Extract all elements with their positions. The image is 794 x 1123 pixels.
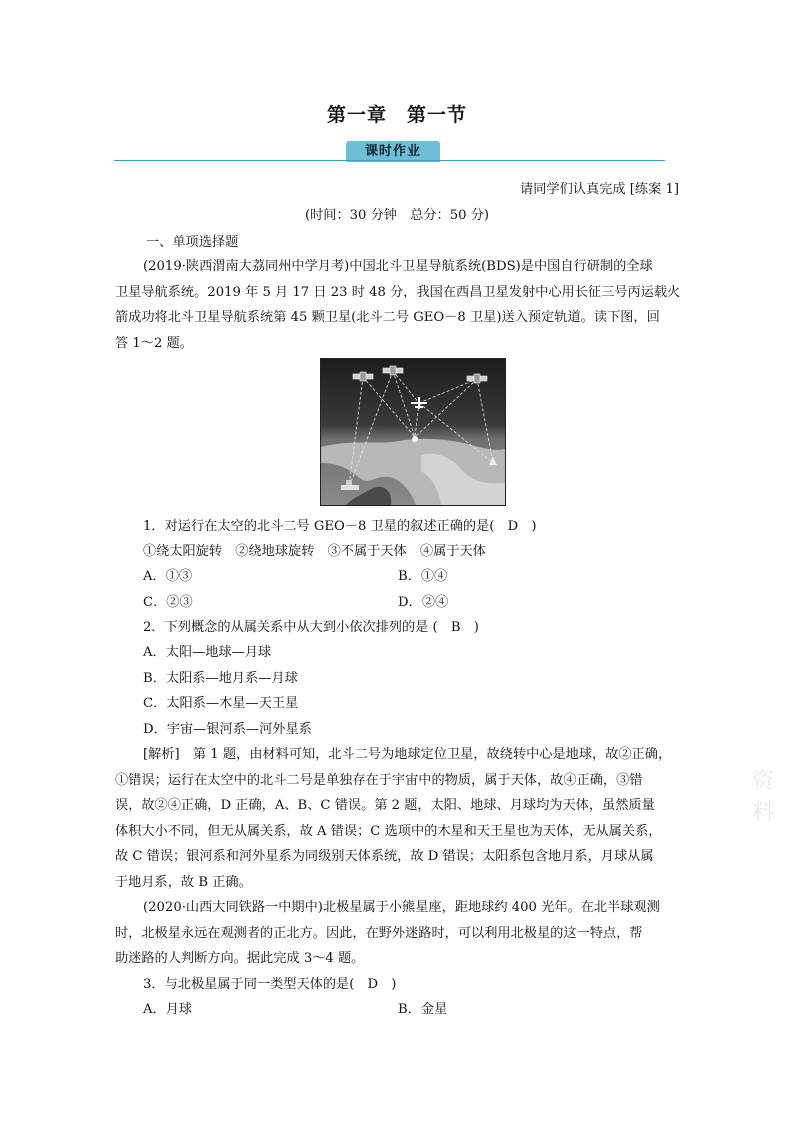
question-1-option-a: A．①③ [143,569,193,584]
question-2-option-b: B．太阳系—地月系—月球 [143,671,298,686]
question-2-option-a: A．太阳—地球—月球 [143,645,272,660]
practice-instruction: 请同学们认真完成 [练案 1] [520,182,679,197]
analysis-line: [解析] 第 1 题，由材料可知，北斗二号为地球定位卫星，故绕转中心是地球，故②正确， [143,747,672,762]
chapter-title: 第一章 第一节 [326,104,467,126]
intro-line: 答 1～2 题。 [115,336,193,351]
intro-line: 时，北极星永远在观测者的正北方。因此，在野外迷路时，可以利用北极星的这一特点，帮 [115,926,643,941]
question-3-option-b: B．金星 [398,1002,448,1017]
question-2-option-c: C．太阳系—木星—天王星 [143,696,299,711]
intro-line: 卫星导航系统。2019 年 5 月 17 日 23 时 48 分，我国在西昌卫星发射中心用长征三号丙运载火 [115,285,681,300]
question-1-statements: ①绕太阳旋转 ②绕地球旋转 ③不属于天体 ④属于天体 [143,544,486,559]
analysis-line: 故 C 错误；银河系和河外星系为同级别天体系统，故 D 错误；太阳系包含地月系，月球从属 [115,849,654,864]
intro-line: (2019·陕西渭南大荔同州中学月考)中国北斗卫星导航系统(BDS)是中国自行研制的全球 [143,259,653,274]
question-2-stem: 2．下列概念的从属关系中从大到小依次排列的是 ( B ) [143,620,479,635]
analysis-line: 体积大小不同，但无从属关系，故 A 错误；C 选项中的木星和天王星也为天体，无从属关系， [115,824,662,839]
question-3-stem: 3．与北极星属于同一类型天体的是( D ) [143,977,397,992]
section-heading: 一、单项选择题 [146,235,239,250]
question-2-option-d: D．宇宙—银河系—河外星系 [143,722,312,737]
question-1-option-c: C．②③ [143,595,193,610]
analysis-line: ①错误；运行在太空中的北斗二号是单独存在于宇宙中的物质，属于天体，故④正确，③错 [115,773,643,788]
intro-line: 箭成功将北斗卫星导航系统第 45 颗卫星(北斗二号 GEO－8 卫星)送入预定轨道。读下图，回 [115,310,660,325]
time-info: (时间：30 分钟 总分：50 分) [304,208,490,223]
header-divider [114,160,665,161]
question-3-option-a: A．月球 [143,1002,193,1017]
question-1-option-b: B．①④ [398,569,448,584]
watermark: 资料 [752,769,775,825]
intro-line: (2020·山西大同铁路一中期中)北极星属于小熊星座，距地球约 400 光年。在北半球观测 [143,900,660,915]
intro-line: 助迷路的人判断方向。据此完成 3～4 题。 [115,951,365,966]
beidou-satellite-figure [320,358,506,506]
analysis-line: 于地月系，故 B 正确。 [115,875,252,890]
homework-badge: 课时作业 [346,141,440,162]
question-1-stem: 1．对运行在太空的北斗二号 GEO－8 卫星的叙述正确的是( D ) [143,519,537,534]
question-1-option-d: D．②④ [398,595,449,610]
analysis-line: 误，故②④正确，D 正确，A、B、C 错误。第 2 题，太阳、地球、月球均为天体，虽然质量 [115,798,655,813]
